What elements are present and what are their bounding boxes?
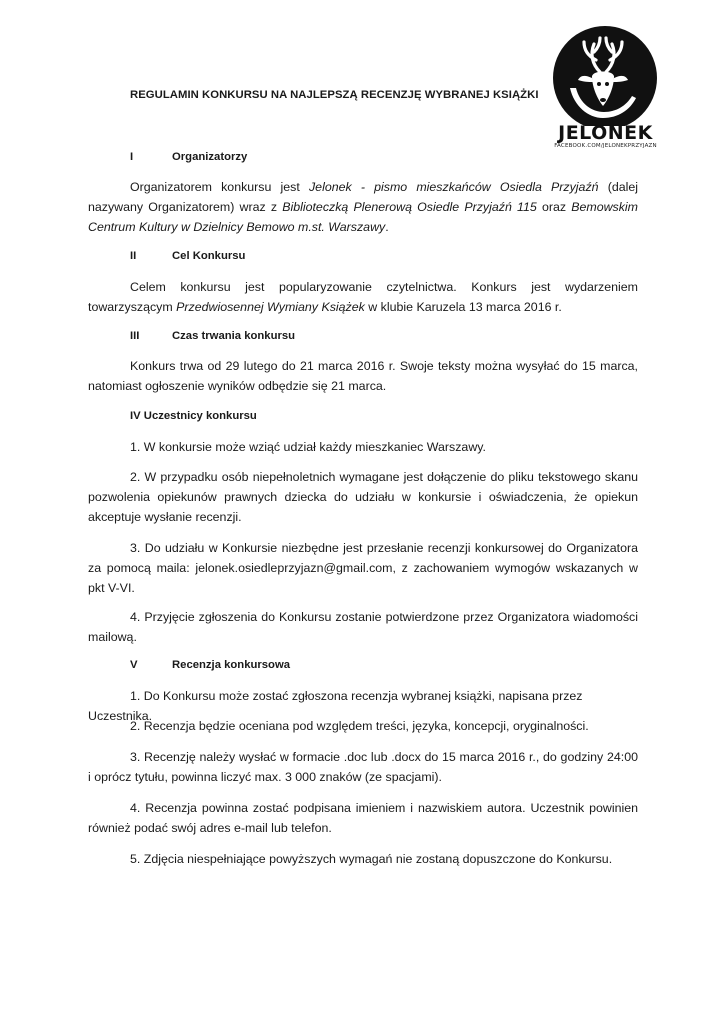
text-run-italic: Biblioteczką Plenerową Osiedle Przyjaźń 115: [282, 200, 537, 214]
logo-wordmark: JELONEK: [558, 122, 653, 144]
list-item: 3. Do udziału w Konkursie niezbędne jest przesłanie recenzji konkursowej do Organizatora za pomocą maila: jelonek.osiedleprzyjazn@gmail.com, z zachowaniem wymogów wskazanych w pkt V-VI.: [88, 541, 638, 595]
text-run: .: [385, 220, 389, 234]
list-item: 2. Recenzja będzie oceniana pod względem treści, języka, koncepcji, oryginalności.: [130, 719, 589, 733]
paragraph-goal: [88, 277, 638, 317]
jelonek-logo: [548, 26, 663, 154]
section-number: V: [130, 659, 138, 671]
page-title: REGULAMIN KONKURSU NA NAJLEPSZĄ RECENZJĘ WYBRANEJ KSIĄŻKI: [130, 89, 539, 101]
section-number: I: [130, 151, 134, 163]
list-item: 1. W konkursie może wziąć udział każdy mieszkaniec Warszawy.: [130, 440, 486, 454]
list-item: 5. Zdjęcia niespełniające powyższych wymagań nie zostaną dopuszczone do Konkursu.: [130, 852, 613, 866]
section-label: Czas trwania konkursu: [172, 330, 296, 342]
paragraph-duration: Konkurs trwa od 29 lutego do 21 marca 2016 r. Swoje teksty można wysyłać do 15 marca, natomiast ogłoszenie wyników odbędzie się 21 marca.: [88, 359, 638, 393]
list-item: 4. Recenzja powinna zostać podpisana imieniem i nazwiskiem autora. Uczestnik powinien również podać swój adres e-mail lub telefon.: [88, 801, 638, 835]
text-run: (dalej nazywany Organizatorem) wraz z: [88, 180, 639, 214]
section-label: IV Uczestnicy konkursu: [130, 410, 257, 422]
text-run: oraz: [536, 200, 572, 214]
text-run-italic: Jelonek - pismo mieszkańców Osiedla Przyjaźń: [308, 180, 599, 194]
list-item: 4. Przyjęcie zgłoszenia do Konkursu zostanie potwierdzone przez Organizatora wiadomości mailową.: [88, 610, 638, 644]
text-run-italic: Bemowskim Centrum Kultury w Dzielnicy Bemowo m.st. Warszawy: [88, 200, 638, 234]
section-heading-4: [130, 410, 257, 422]
paragraph-organizers: [88, 177, 638, 237]
list-item: 3. Recenzję należy wysłać w formacie .doc lub .docx do 15 marca 2016 r., do godziny 24:00 i oprócz tytułu, powinna liczyć max. 3 000 znaków (ze spacjami).: [88, 750, 638, 784]
section-label: Recenzja konkursowa: [172, 659, 291, 671]
section-number: II: [130, 250, 137, 262]
text-run: w klubie Karuzela 13 marca 2016 r.: [364, 300, 562, 314]
deer-logo-icon: [548, 26, 663, 126]
list-item: 2. W przypadku osób niepełnoletnich wymagane jest dołączenie do pliku tekstowego skanu pozwolenia opiekunów prawnych dziecka do udziału w konkursie i oświadczenia, że opiekun akceptuje wysłanie recenzji.: [88, 470, 638, 524]
text-run-italic: Przedwiosennej Wymiany Książek: [176, 300, 365, 314]
section-label: Cel Konkursu: [172, 250, 246, 262]
list-item: 1. Do Konkursu może zostać zgłoszona recenzja wybranej książki, napisana przez Uczestnika.: [88, 689, 583, 723]
section-number: III: [130, 330, 140, 342]
text-run: Organizatorem konkursu jest: [130, 180, 309, 194]
text-run: Celem konkursu jest popularyzowanie czytelnictwa. Konkurs jest wydarzeniem towarzyszącym: [88, 280, 638, 314]
logo-subtitle: FACEBOOK.COM/JELONEKPRZYJAZN: [554, 143, 657, 149]
section-label: Organizatorzy: [172, 151, 248, 163]
